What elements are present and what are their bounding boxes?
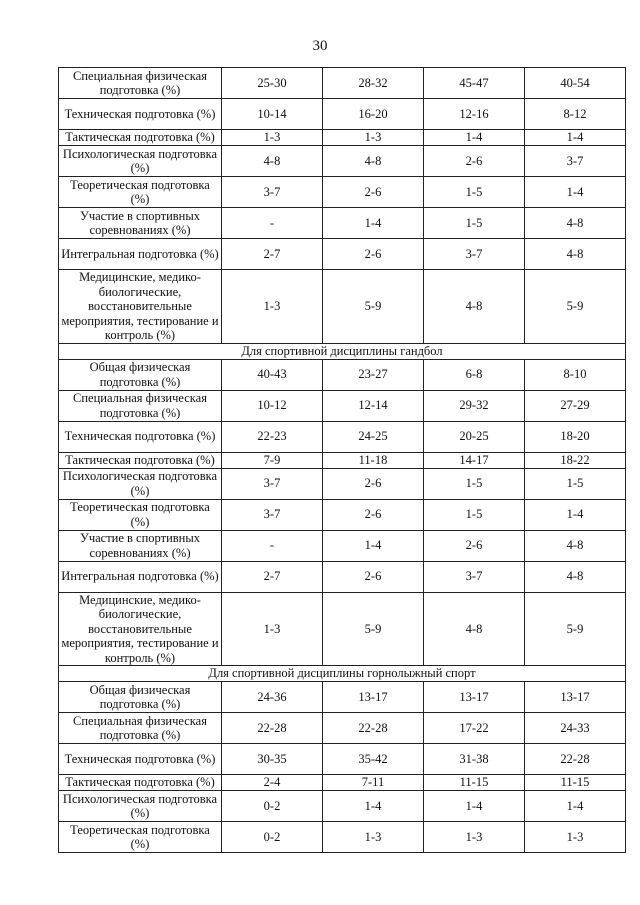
stage-value-cell: 11-15	[424, 775, 525, 791]
table-row	[59, 791, 626, 822]
table-row	[59, 452, 626, 468]
table-row	[59, 68, 626, 99]
stage-value-cell: 5-9	[525, 592, 626, 666]
table-row	[59, 468, 626, 499]
table-row	[59, 561, 626, 592]
stage-value-cell: 8-12	[525, 99, 626, 130]
stage-value-cell: 1-4	[323, 791, 424, 822]
stage-value-cell: 1-5	[424, 177, 525, 208]
row-label: Психологическая подготовка (%)	[59, 791, 222, 822]
stage-value-cell: 40-43	[222, 359, 323, 390]
section-row	[59, 666, 626, 682]
stage-value-cell: 14-17	[424, 452, 525, 468]
stage-value-cell: 22-23	[222, 421, 323, 452]
stage-value-cell: 13-17	[525, 682, 626, 713]
row-label: Тактическая подготовка (%)	[59, 775, 222, 791]
page-number: 30	[312, 38, 328, 54]
stage-value-cell: 5-9	[525, 270, 626, 344]
stage-value-cell: 5-9	[323, 270, 424, 344]
stage-value-cell: 2-4	[222, 775, 323, 791]
stage-value-cell: 24-36	[222, 682, 323, 713]
row-label: Общая физическая подготовка (%)	[59, 682, 222, 713]
row-label: Теоретическая подготовка (%)	[59, 822, 222, 853]
row-label: Тактическая подготовка (%)	[59, 452, 222, 468]
row-label: Интегральная подготовка (%)	[59, 239, 222, 270]
row-label: Медицинские, медико-биологические, восстановительные мероприятия, тестирование и контроль (%)	[59, 592, 222, 666]
stage-value-cell: 22-28	[525, 744, 626, 775]
table-row	[59, 130, 626, 146]
table-row	[59, 530, 626, 561]
stage-value-cell: -	[222, 208, 323, 239]
stage-value-cell: 1-3	[222, 270, 323, 344]
table-row	[59, 592, 626, 666]
table-row	[59, 359, 626, 390]
stage-value-cell: -	[222, 530, 323, 561]
stage-value-cell: 3-7	[222, 499, 323, 530]
stage-value-cell: 25-30	[222, 68, 323, 99]
table-row	[59, 177, 626, 208]
stage-value-cell: 11-15	[525, 775, 626, 791]
stage-value-cell: 2-6	[424, 530, 525, 561]
stage-value-cell: 18-20	[525, 421, 626, 452]
stage-value-cell: 4-8	[525, 239, 626, 270]
stage-value-cell: 5-9	[323, 592, 424, 666]
stage-value-cell: 11-18	[323, 452, 424, 468]
stage-value-cell: 12-14	[323, 390, 424, 421]
table-row	[59, 421, 626, 452]
row-label: Техническая подготовка (%)	[59, 99, 222, 130]
stage-value-cell: 45-47	[424, 68, 525, 99]
stage-value-cell: 17-22	[424, 713, 525, 744]
row-label: Теоретическая подготовка (%)	[59, 499, 222, 530]
table-row	[59, 682, 626, 713]
table-body	[59, 68, 626, 853]
stage-value-cell: 3-7	[424, 561, 525, 592]
stage-value-cell: 12-16	[424, 99, 525, 130]
stage-value-cell: 3-7	[222, 177, 323, 208]
stage-value-cell: 1-4	[525, 130, 626, 146]
stage-value-cell: 13-17	[323, 682, 424, 713]
row-label: Интегральная подготовка (%)	[59, 561, 222, 592]
stage-value-cell: 16-20	[323, 99, 424, 130]
row-label: Участие в спортивных соревнованиях (%)	[59, 530, 222, 561]
stage-value-cell: 13-17	[424, 682, 525, 713]
stage-value-cell: 1-3	[323, 822, 424, 853]
stage-value-cell: 1-3	[222, 130, 323, 146]
stage-value-cell: 1-4	[525, 791, 626, 822]
stage-value-cell: 1-3	[525, 822, 626, 853]
stage-value-cell: 3-7	[222, 468, 323, 499]
stage-value-cell: 28-32	[323, 68, 424, 99]
stage-value-cell: 1-3	[424, 822, 525, 853]
table-row	[59, 822, 626, 853]
stage-value-cell: 1-4	[424, 791, 525, 822]
stage-value-cell: 30-35	[222, 744, 323, 775]
section-title: Для спортивной дисциплины горнолыжный спорт	[59, 666, 626, 682]
stage-value-cell: 1-4	[525, 177, 626, 208]
stage-value-cell: 7-9	[222, 452, 323, 468]
stage-value-cell: 4-8	[424, 592, 525, 666]
row-label: Психологическая подготовка (%)	[59, 146, 222, 177]
stage-value-cell: 4-8	[222, 146, 323, 177]
section-title: Для спортивной дисциплины гандбол	[59, 343, 626, 359]
stage-value-cell: 2-6	[424, 146, 525, 177]
stage-value-cell: 4-8	[525, 561, 626, 592]
stage-value-cell: 2-6	[323, 239, 424, 270]
stage-value-cell: 22-28	[222, 713, 323, 744]
table-row	[59, 239, 626, 270]
stage-value-cell: 22-28	[323, 713, 424, 744]
table-row	[59, 99, 626, 130]
section-row	[59, 343, 626, 359]
stage-value-cell: 20-25	[424, 421, 525, 452]
stage-value-cell: 40-54	[525, 68, 626, 99]
stage-value-cell: 27-29	[525, 390, 626, 421]
stage-value-cell: 3-7	[525, 146, 626, 177]
stage-value-cell: 1-4	[323, 530, 424, 561]
table-row	[59, 713, 626, 744]
table-row	[59, 146, 626, 177]
stage-value-cell: 31-38	[424, 744, 525, 775]
stage-value-cell: 7-11	[323, 775, 424, 791]
table-row	[59, 270, 626, 344]
stage-value-cell: 24-33	[525, 713, 626, 744]
row-label: Участие в спортивных соревнованиях (%)	[59, 208, 222, 239]
stage-value-cell: 4-8	[525, 208, 626, 239]
row-label: Специальная физическая подготовка (%)	[59, 713, 222, 744]
row-label: Специальная физическая подготовка (%)	[59, 68, 222, 99]
table-row	[59, 208, 626, 239]
stage-value-cell: 1-3	[222, 592, 323, 666]
table-row	[59, 499, 626, 530]
row-label: Общая физическая подготовка (%)	[59, 359, 222, 390]
stage-value-cell: 2-6	[323, 468, 424, 499]
stage-value-cell: 6-8	[424, 359, 525, 390]
stage-value-cell: 24-25	[323, 421, 424, 452]
row-label: Техническая подготовка (%)	[59, 421, 222, 452]
training-ratio-table	[58, 67, 626, 853]
stage-value-cell: 1-3	[323, 130, 424, 146]
stage-value-cell: 2-7	[222, 561, 323, 592]
row-label: Теоретическая подготовка (%)	[59, 177, 222, 208]
stage-value-cell: 0-2	[222, 822, 323, 853]
stage-value-cell: 1-5	[424, 499, 525, 530]
stage-value-cell: 2-6	[323, 177, 424, 208]
stage-value-cell: 0-2	[222, 791, 323, 822]
table-row	[59, 775, 626, 791]
stage-value-cell: 3-7	[424, 239, 525, 270]
stage-value-cell: 18-22	[525, 452, 626, 468]
row-label: Медицинские, медико-биологические, восстановительные мероприятия, тестирование и контроль (%)	[59, 270, 222, 344]
stage-value-cell: 1-4	[323, 208, 424, 239]
stage-value-cell: 1-4	[525, 499, 626, 530]
stage-value-cell: 2-6	[323, 499, 424, 530]
stage-value-cell: 29-32	[424, 390, 525, 421]
stage-value-cell: 1-4	[424, 130, 525, 146]
stage-value-cell: 23-27	[323, 359, 424, 390]
table-row	[59, 390, 626, 421]
stage-value-cell: 2-6	[323, 561, 424, 592]
stage-value-cell: 1-5	[424, 208, 525, 239]
stage-value-cell: 8-10	[525, 359, 626, 390]
stage-value-cell: 1-5	[525, 468, 626, 499]
stage-value-cell: 4-8	[323, 146, 424, 177]
table-row	[59, 744, 626, 775]
stage-value-cell: 2-7	[222, 239, 323, 270]
stage-value-cell: 35-42	[323, 744, 424, 775]
row-label: Психологическая подготовка (%)	[59, 468, 222, 499]
row-label: Техническая подготовка (%)	[59, 744, 222, 775]
stage-value-cell: 4-8	[424, 270, 525, 344]
stage-value-cell: 4-8	[525, 530, 626, 561]
row-label: Тактическая подготовка (%)	[59, 130, 222, 146]
stage-value-cell: 10-12	[222, 390, 323, 421]
stage-value-cell: 1-5	[424, 468, 525, 499]
row-label: Специальная физическая подготовка (%)	[59, 390, 222, 421]
stage-value-cell: 10-14	[222, 99, 323, 130]
